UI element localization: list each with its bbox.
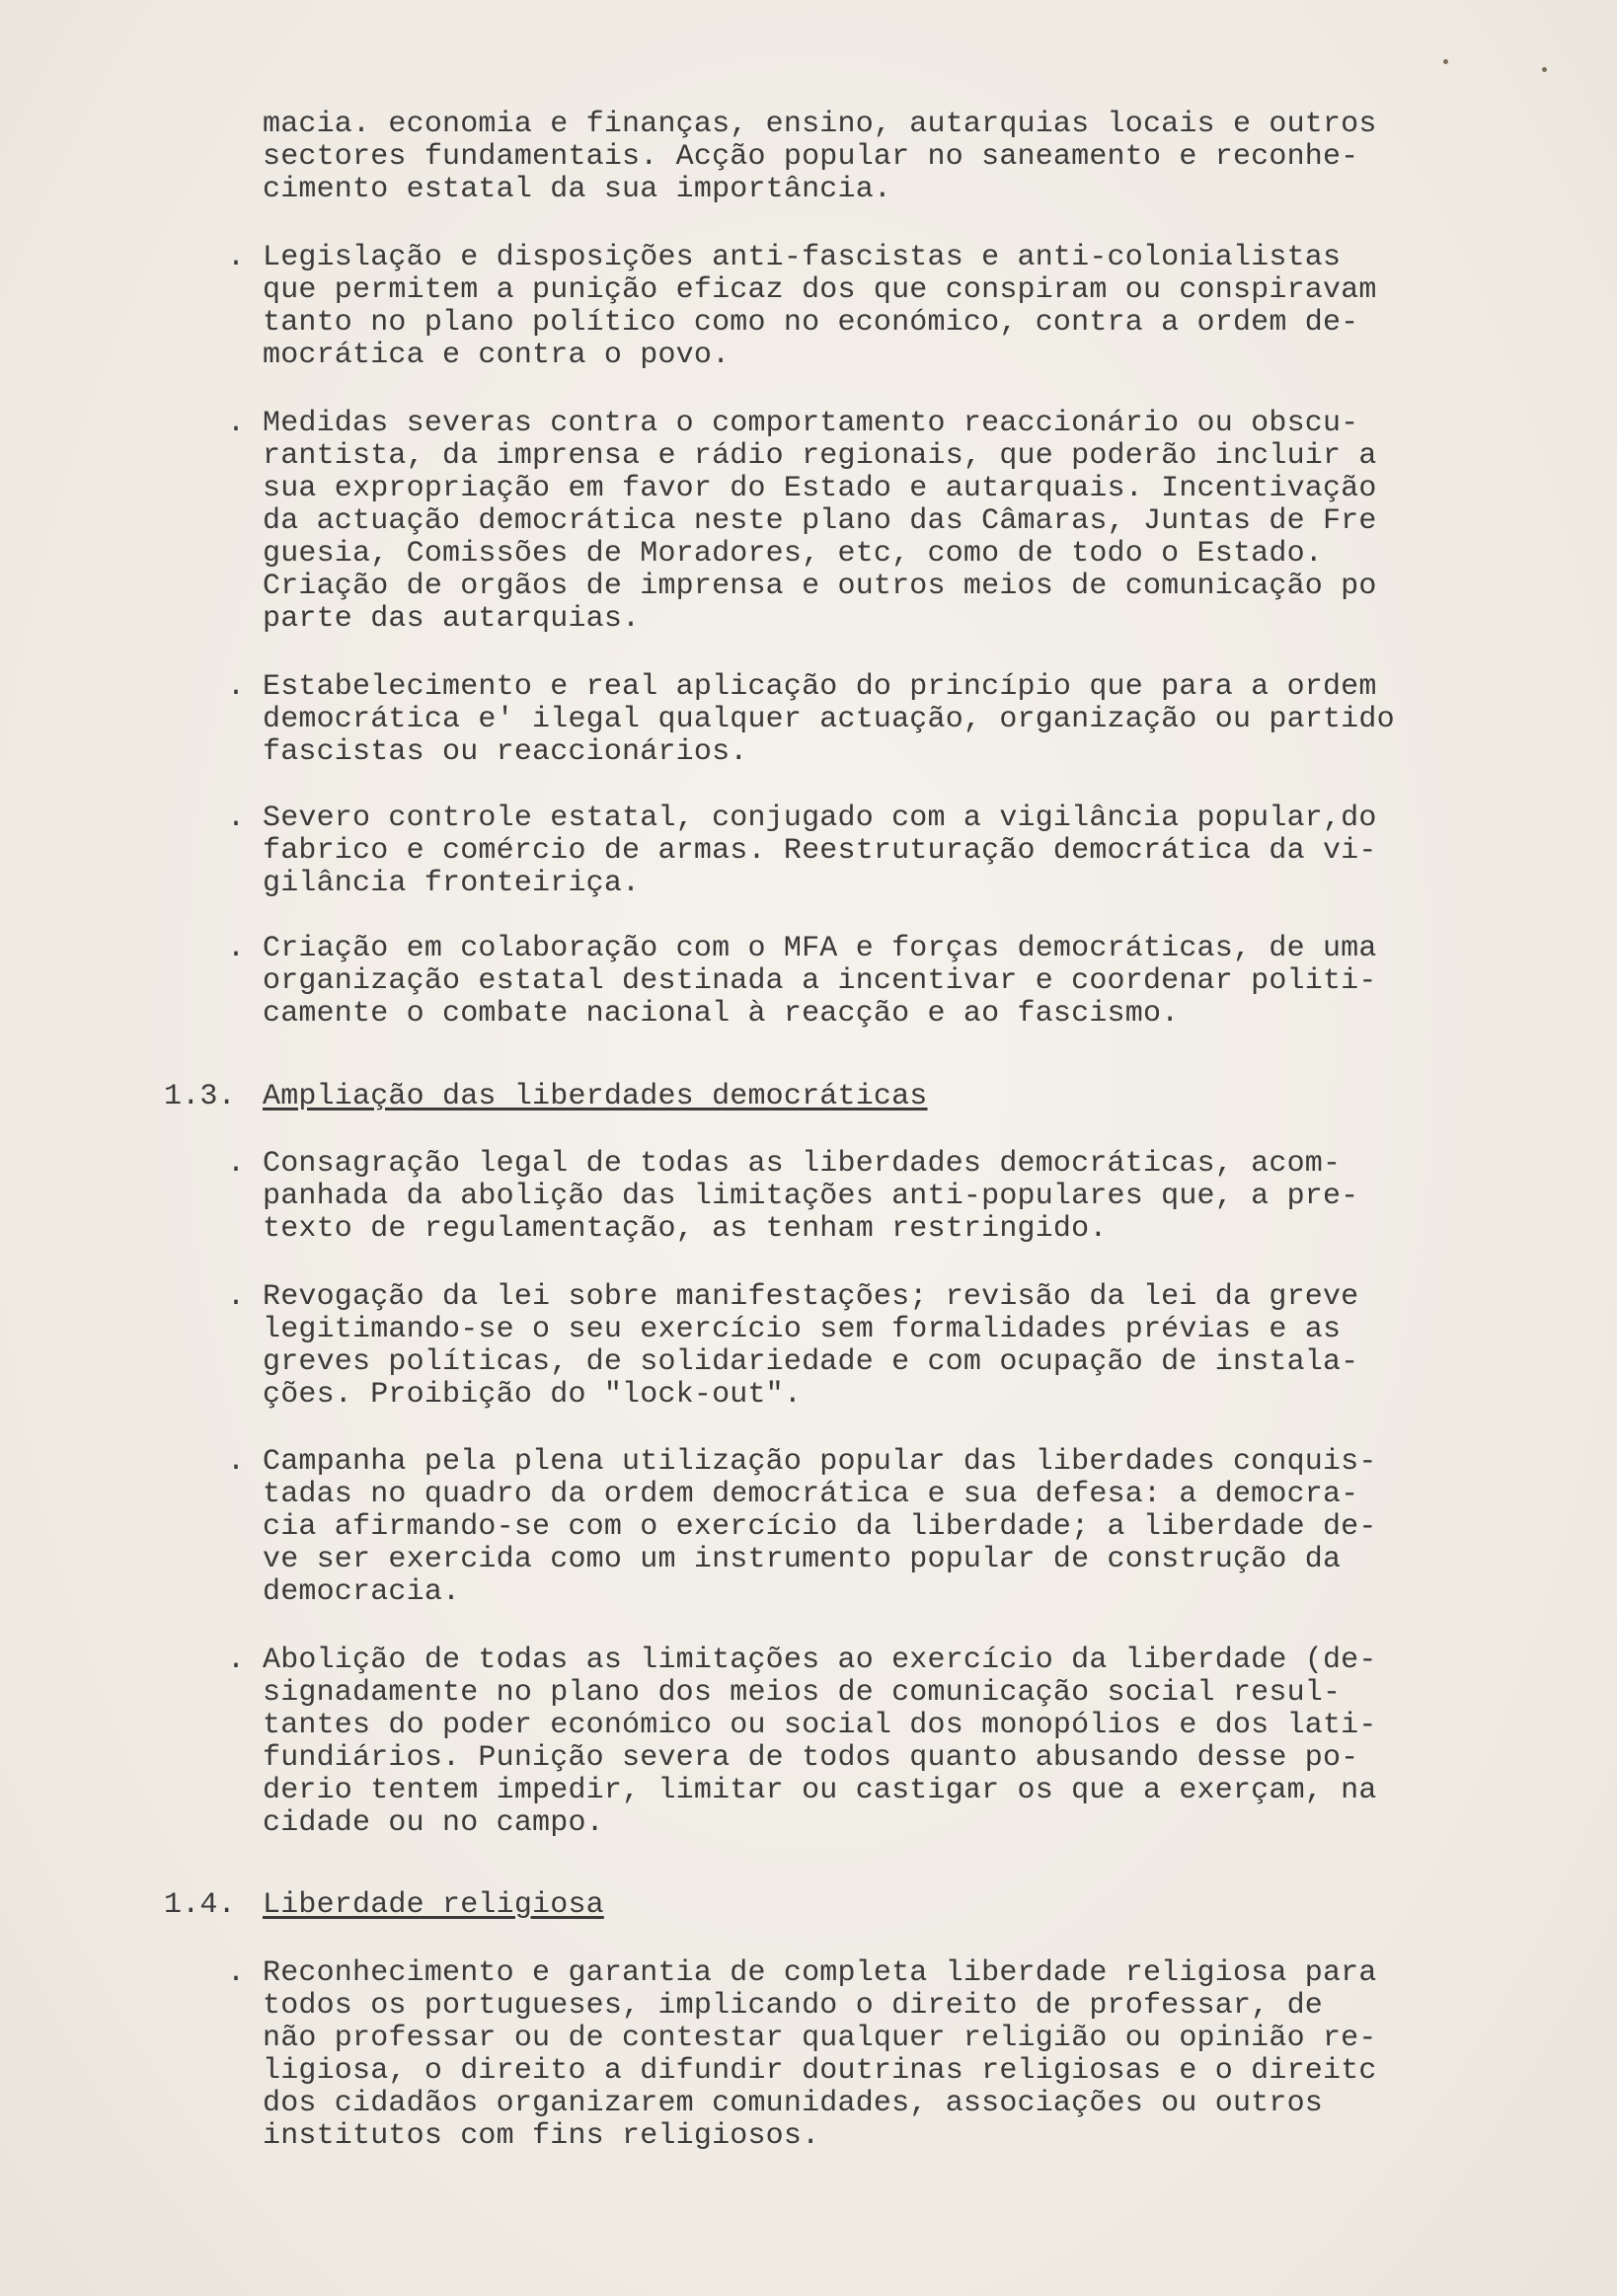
- paragraph-line: derio tentem impedir, limitar ou castigar os que a exerçam, na: [263, 1774, 1377, 1807]
- paragraph-line: da actuação democrática neste plano das Câmaras, Juntas de Fre: [263, 504, 1377, 538]
- paragraph-line: Legislação e disposições anti-fascistas e anti-colonialistas: [263, 241, 1342, 274]
- bullet: .: [227, 1147, 246, 1181]
- paragraph-line: fundiários. Punição severa de todos quanto abusando desse po-: [263, 1741, 1359, 1775]
- paragraph-line: Medidas severas contra o comportamento reaccionário ou obscu-: [263, 407, 1359, 440]
- bullet: .: [227, 407, 246, 440]
- intro-line: sectores fundamentais. Acção popular no saneamento e reconhe-: [263, 140, 1359, 174]
- section-heading: Liberdade religiosa: [263, 1888, 604, 1922]
- paragraph-line: camente o combate nacional à reacção e ao fascismo.: [263, 997, 1180, 1031]
- paragraph-line: sua expropriação em favor do Estado e autarquais. Incentivação: [263, 472, 1377, 505]
- paper-spot: [1542, 67, 1547, 72]
- paragraph-line: Abolição de todas as limitações ao exercício da liberdade (de-: [263, 1644, 1377, 1677]
- paragraph-line: todos os portugueses, implicando o direito de professar, de: [263, 1989, 1323, 2023]
- bullet: .: [227, 1280, 246, 1314]
- paragraph-line: dos cidadãos organizarem comunidades, associações ou outros: [263, 2087, 1323, 2120]
- paragraph-line: parte das autarquias.: [263, 602, 641, 636]
- bullet: .: [227, 802, 246, 835]
- paragraph-line: Consagração legal de todas as liberdades democráticas, acom-: [263, 1147, 1342, 1181]
- paragraph-line: Severo controle estatal, conjugado com a vigilância popular,do: [263, 802, 1377, 835]
- paragraph-line: legitimando-se o seu exercício sem formalidades prévias e as: [263, 1313, 1342, 1346]
- section-number: 1.3.: [164, 1080, 236, 1113]
- paragraph-line: guesia, Comissões de Moradores, etc, como de todo o Estado.: [263, 537, 1323, 571]
- paragraph-line: ve ser exercida como um instrumento popular de construção da: [263, 1543, 1342, 1576]
- paragraph-line: Criação em colaboração com o MFA e forças democráticas, de uma: [263, 932, 1377, 965]
- bullet: .: [227, 932, 246, 965]
- section-heading: Ampliação das liberdades democráticas: [263, 1080, 928, 1113]
- paragraph-line: greves políticas, de solidariedade e com ocupação de instala-: [263, 1345, 1359, 1379]
- paragraph-line: ções. Proibição do "lock-out".: [263, 1378, 803, 1412]
- section-number: 1.4.: [164, 1888, 236, 1922]
- bullet: .: [227, 241, 246, 274]
- paragraph-line: mocrática e contra o povo.: [263, 339, 731, 372]
- paragraph-line: fascistas ou reaccionários.: [263, 735, 748, 769]
- bullet: .: [227, 1644, 246, 1677]
- paper-spot: [1443, 59, 1448, 64]
- paragraph-line: rantista, da imprensa e rádio regionais, que poderão incluir a: [263, 439, 1377, 473]
- paragraph-line: Revogação da lei sobre manifestações; revisão da lei da greve: [263, 1280, 1359, 1314]
- paragraph-line: tanto no plano político como no económico, contra a ordem de-: [263, 306, 1359, 340]
- paragraph-line: Estabelecimento e real aplicação do princípio que para a ordem: [263, 670, 1377, 704]
- paragraph-line: cidade ou no campo.: [263, 1806, 604, 1840]
- paragraph-line: institutos com fins religiosos.: [263, 2119, 820, 2153]
- paragraph-line: cia afirmando-se com o exercício da liberdade; a liberdade de-: [263, 1510, 1377, 1544]
- paragraph-line: que permitem a punição eficaz dos que conspiram ou conspiravam: [263, 273, 1377, 307]
- paragraph-line: panhada da abolição das limitações anti-populares que, a pre-: [263, 1180, 1359, 1213]
- paragraph-line: signadamente no plano dos meios de comunicação social resul-: [263, 1676, 1342, 1710]
- paragraph-line: fabrico e comércio de armas. Reestruturação democrática da vi-: [263, 834, 1377, 868]
- paragraph-line: democrática e' ilegal qualquer actuação, organização ou partido: [263, 703, 1395, 736]
- paragraph-line: tadas no quadro da ordem democrática e sua defesa: a democra-: [263, 1478, 1359, 1511]
- paragraph-line: gilância fronteiriça.: [263, 867, 641, 900]
- bullet: .: [227, 670, 246, 704]
- paragraph-line: tantes do poder económico ou social dos monopólios e dos lati-: [263, 1709, 1377, 1742]
- paragraph-line: Reconhecimento e garantia de completa liberdade religiosa para: [263, 1956, 1377, 1990]
- intro-line: macia. economia e finanças, ensino, autarquias locais e outros: [263, 108, 1377, 141]
- bullet: .: [227, 1956, 246, 1990]
- paragraph-line: texto de regulamentação, as tenham restringido.: [263, 1212, 1108, 1246]
- paragraph-line: não professar ou de contestar qualquer religião ou opinião re-: [263, 2022, 1377, 2055]
- paragraph-line: Campanha pela plena utilização popular das liberdades conquis-: [263, 1445, 1377, 1479]
- paragraph-line: democracia.: [263, 1575, 461, 1609]
- bullet: .: [227, 1445, 246, 1479]
- paragraph-line: Criação de orgãos de imprensa e outros meios de comunicação po: [263, 570, 1377, 603]
- paragraph-line: organização estatal destinada a incentivar e coordenar politi-: [263, 964, 1377, 998]
- paragraph-line: ligiosa, o direito a difundir doutrinas religiosas e o direitc: [263, 2054, 1377, 2088]
- intro-line: cimento estatal da sua importância.: [263, 173, 892, 206]
